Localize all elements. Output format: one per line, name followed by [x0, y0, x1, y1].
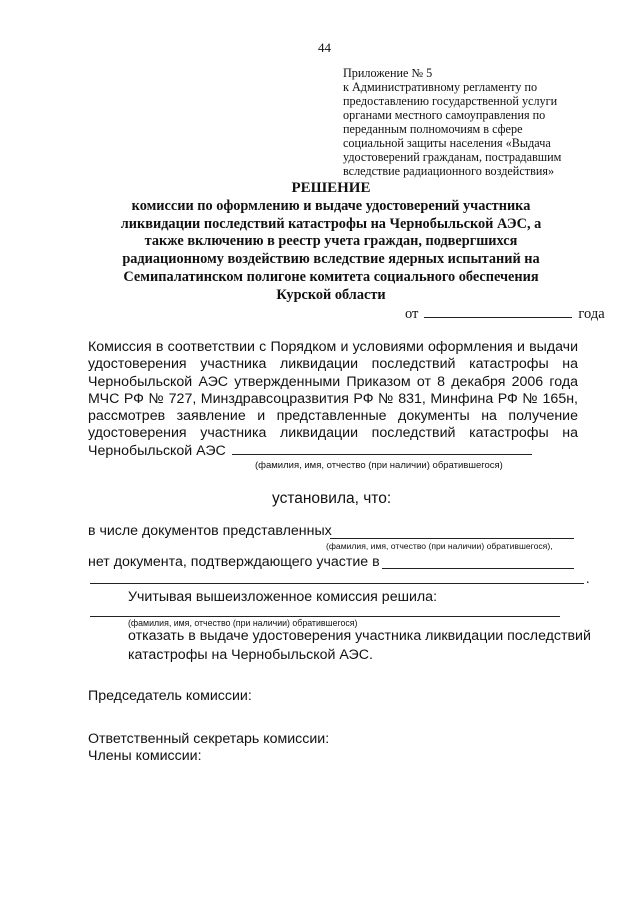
appendix-line: вследствие радиационного воздействия»: [343, 164, 555, 178]
refuse-line: катастрофы на Чернобыльской АЭС.: [128, 647, 373, 663]
participation-line-2: [90, 583, 584, 584]
body-line: МЧС РФ № 727, Минздравсоцразвития РФ № 831, Минфина РФ № 165н,: [88, 390, 578, 407]
subtitle-line: также включению в реестр учета граждан, подвергшихся: [144, 233, 518, 250]
body-last-line: [88, 443, 578, 460]
appendix-line: к Административному регламенту по: [343, 80, 538, 94]
appendix-line: социальной защиты населения «Выдача: [343, 136, 551, 150]
established-heading: установила, что:: [272, 490, 392, 507]
appendix-line: Приложение № 5: [343, 66, 433, 80]
document-subtitle: [60, 198, 602, 304]
subtitle-line: Семипалатинском полигоне комитета социального обеспечения: [123, 268, 539, 285]
applicant-name-line: [232, 444, 532, 455]
applicant-caption-2: (фамилия, имя, отчество (при наличии) обратившегося),: [326, 541, 553, 551]
body-line: Чернобыльской АЭС утвержденными Приказом от 8 декабря 2006 года: [88, 373, 578, 390]
participation-line: [382, 568, 574, 569]
subtitle-line: радиационному воздействию вследствие ядерных испытаний на: [122, 251, 540, 268]
document-title: РЕШЕНИЕ: [291, 180, 371, 196]
considering-text: Учитывая вышеизложенное комиссия решила:: [128, 589, 438, 605]
among-docs-text: в числе документов представленных: [88, 523, 332, 539]
body-last-text: Чернобыльской АЭС: [88, 442, 226, 459]
page-number: 44: [318, 40, 331, 55]
appendix-note: [343, 66, 583, 178]
members-label: Члены комиссии:: [88, 748, 202, 764]
secretary-label: Ответственный секретарь комиссии:: [88, 731, 330, 747]
appendix-line: органами местного самоуправления по: [343, 108, 546, 122]
applicant-caption-3: (фамилия, имя, отчество (при наличии) обратившегося): [128, 618, 358, 628]
body-line: Комиссия в соответствии с Порядком и условиями оформления и выдачи: [88, 339, 578, 355]
applicant-caption: (фамилия, имя, отчество (при наличии) обратившегося): [255, 460, 503, 471]
body-line: рассмотрев заявление и представленные документы на получение: [88, 408, 578, 425]
appendix-line: переданным полномочиям в сфере: [343, 122, 523, 136]
appendix-line: предоставлению государственной услуги: [343, 94, 558, 108]
refuse-decision: [128, 627, 591, 665]
body-line: удостоверения участника ликвидации последствий катастрофы на: [88, 425, 578, 442]
appendix-line: удостоверений гражданам, пострадавшим: [343, 150, 562, 164]
body-line: удостоверения участника ликвидации последствий катастрофы на: [88, 356, 578, 373]
chairman-label: Председатель комиссии:: [88, 688, 252, 704]
subtitle-line: ликвидации последствий катастрофы на Чернобыльской АЭС, а: [120, 215, 542, 232]
docs-applicant-line: [330, 538, 574, 539]
refuse-line: отказать в выдаче удостоверения участника ликвидации последствий: [128, 628, 591, 644]
no-document-text: нет документа, подтверждающего участие в: [88, 554, 380, 570]
date-year-label: года: [578, 306, 605, 322]
period: .: [586, 572, 590, 587]
subtitle-line: Курской области: [276, 286, 386, 303]
subtitle-line: комиссии по оформлению и выдаче удостоверений участника: [131, 198, 531, 214]
date-row: [405, 305, 605, 323]
body-paragraph: [88, 339, 578, 460]
date-from-label: от: [405, 306, 419, 322]
date-field-line: [424, 305, 572, 318]
decision-applicant-line: [90, 616, 560, 617]
